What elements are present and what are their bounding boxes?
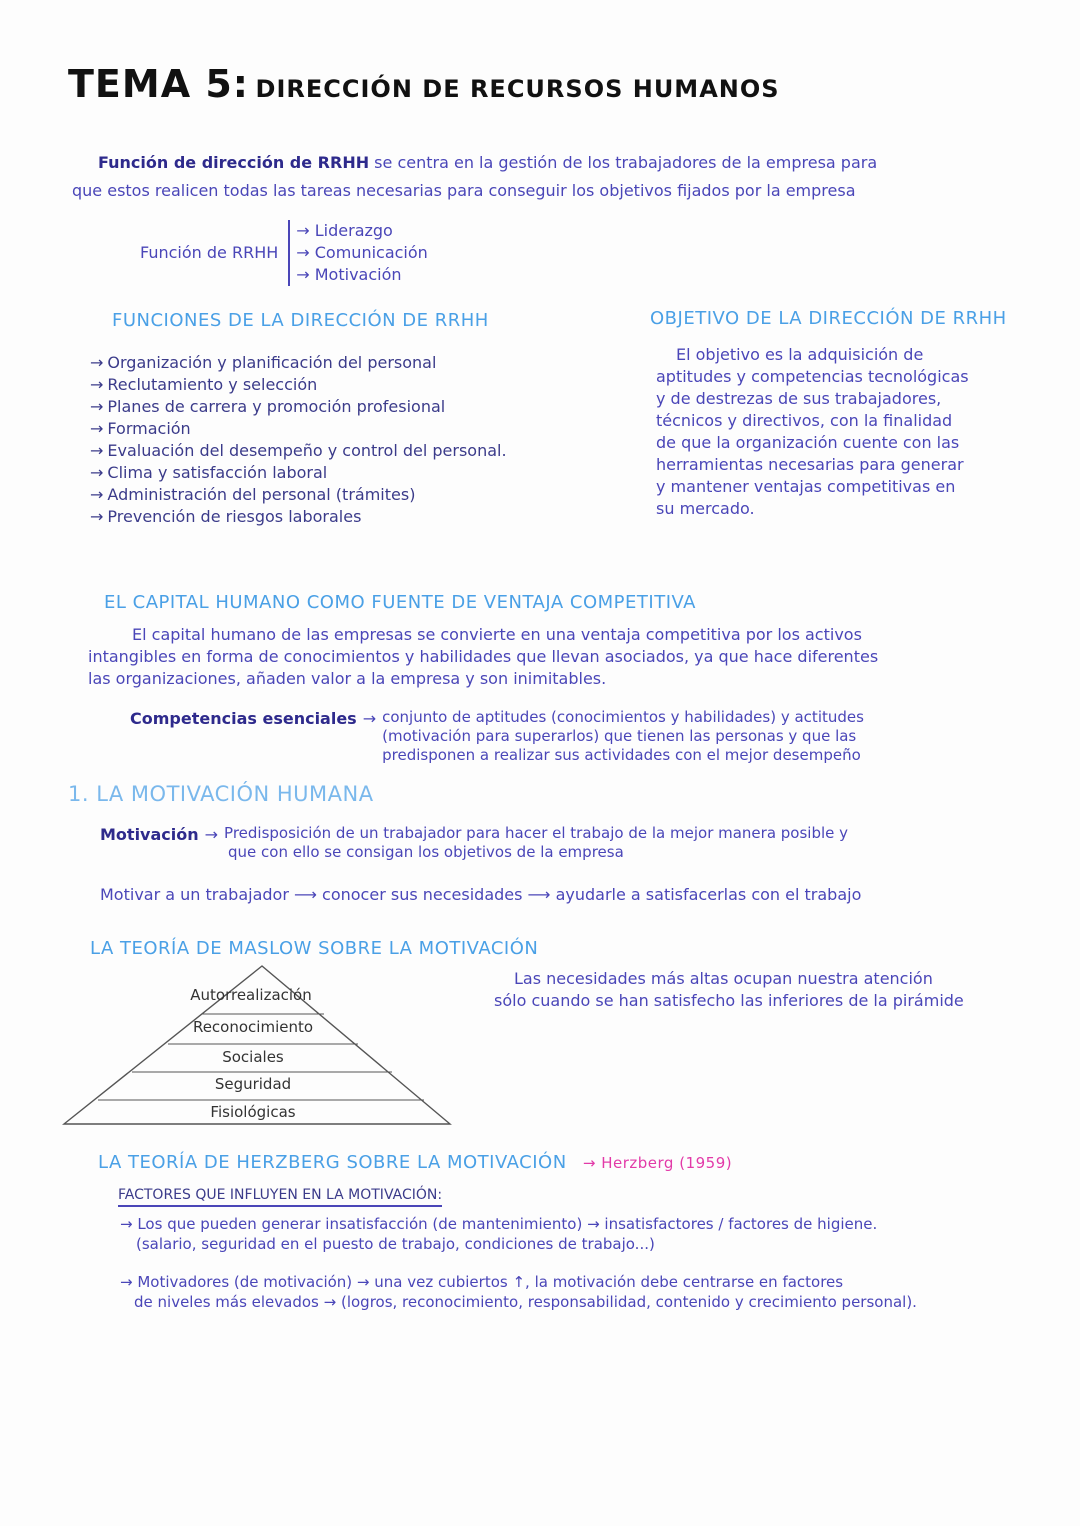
- pyramid-level: Fisiológicas: [210, 1103, 296, 1121]
- motivacion-term: Motivación: [100, 825, 199, 844]
- maslow-pyramid: [62, 962, 452, 1132]
- competencias-term: Competencias esenciales: [130, 709, 357, 728]
- herzberg-factor-1: → Los que pueden generar insatisfacción (de mantenimiento) → insatisfactores / factores de higiene. (salario, seguridad en el puesto de trabajo, condiciones de trabajo...): [120, 1215, 878, 1253]
- pyramid-level: Autorrealización: [190, 986, 312, 1004]
- arrow-icon: ⟶: [527, 885, 556, 904]
- pyramid-level: Reconocimiento: [192, 1018, 314, 1036]
- arrow-icon: →: [362, 709, 377, 728]
- function-tree-item: → Liderazgo: [296, 221, 393, 240]
- motivacion-heading: 1. LA MOTIVACIÓN HUMANA: [68, 782, 374, 806]
- arrow-icon: →: [204, 825, 219, 844]
- herzberg-author-note: → Herzberg (1959): [582, 1154, 733, 1172]
- funciones-heading: FUNCIONES DE LA DIRECCIÓN DE RRHH: [112, 310, 489, 331]
- list-item: → Planes de carrera y promoción profesional: [90, 397, 446, 416]
- list-item: → Evaluación del desempeño y control del personal.: [90, 441, 507, 460]
- function-tree-label: Función de RRHH: [140, 243, 279, 262]
- list-item: → Reclutamiento y selección: [90, 375, 318, 394]
- function-tree: [140, 220, 428, 286]
- pyramid-level: Seguridad: [214, 1075, 292, 1093]
- intro-line-1: se centra en la gestión de los trabajadores de la empresa para: [369, 153, 878, 172]
- capital-paragraph: El capital humano de las empresas se convierte en una ventaja competitiva por los activos intangibles en forma de conocimientos y habilidades que llevan asociados, ya que hace diferentes las organizaciones, añaden valor a la empresa y son inimitables.: [88, 625, 879, 688]
- list-item: → Organización y planificación del personal: [90, 353, 437, 372]
- list-item: → Formación: [90, 419, 191, 438]
- motivacion-definition: Motivación → Predisposición de un trabajador para hacer el trabajo de la mejor manera posible y que con ello se consigan los objetivos de la empresa: [100, 824, 849, 861]
- function-tree-item: → Motivación: [296, 265, 402, 284]
- intro-line-2: que estos realicen todas las tareas necesarias para conseguir los objetivos fijados por la empresa: [72, 181, 856, 200]
- herzberg-factor-2: → Motivadores (de motivación) → una vez cubiertos ↑, la motivación debe centrarse en factores de niveles más elevados → (logros, reconocimiento, responsabilidad, contenido y crecimiento personal).: [120, 1273, 917, 1311]
- title-prefix: TEMA 5:: [68, 62, 249, 106]
- capital-heading: EL CAPITAL HUMANO COMO FUENTE DE VENTAJA COMPETITIVA: [104, 592, 696, 613]
- maslow-note: Las necesidades más altas ocupan nuestra atención sólo cuando se han satisfecho las inferiores de la pirámide: [494, 969, 964, 1010]
- intro-paragraph: [98, 152, 1018, 174]
- pyramid-level: Sociales: [222, 1048, 284, 1066]
- page-title: [68, 62, 780, 106]
- list-item: → Administración del personal (trámites): [90, 485, 416, 504]
- herzberg-heading: LA TEORÍA DE HERZBERG SOBRE LA MOTIVACIÓN → Herzberg (1959): [98, 1152, 733, 1173]
- list-item: → Prevención de riesgos laborales: [90, 507, 362, 526]
- motivacion-chain: Motivar a un trabajador ⟶ conocer sus necesidades ⟶ ayudarle a satisfacerlas con el trabajo: [100, 885, 862, 904]
- competencias-block: [130, 708, 1040, 765]
- function-tree-items: [288, 220, 428, 286]
- intro-term: Función de dirección de RRHH: [98, 153, 370, 172]
- objetivo-paragraph: El objetivo es la adquisición de aptitudes y competencias tecnológicas y de destrezas de sus trabajadores, técnicos y directivos, con la finalidad de que la organización cuente con las herramientas necesarias para generar y mantener ventajas competitivas en su mercado.: [656, 345, 969, 518]
- maslow-heading: LA TEORÍA DE MASLOW SOBRE LA MOTIVACIÓN: [90, 938, 539, 959]
- list-item: → Clima y satisfacción laboral: [90, 463, 328, 482]
- herzberg-subheading: FACTORES QUE INFLUYEN EN LA MOTIVACIÓN:: [118, 1184, 442, 1206]
- competencias-definition: conjunto de aptitudes (conocimientos y habilidades) y actitudes (motivación para superarlos) que tienen las personas y que las predisponen a realizar sus actividades con el mejor desempeño: [382, 708, 864, 764]
- title-text: DIRECCIÓN DE RECURSOS HUMANOS: [255, 75, 780, 103]
- funciones-list: [90, 352, 610, 528]
- objetivo-heading: OBJETIVO DE LA DIRECCIÓN DE RRHH: [650, 308, 1007, 329]
- function-tree-item: → Comunicación: [296, 243, 428, 262]
- arrow-icon: ⟶: [294, 885, 323, 904]
